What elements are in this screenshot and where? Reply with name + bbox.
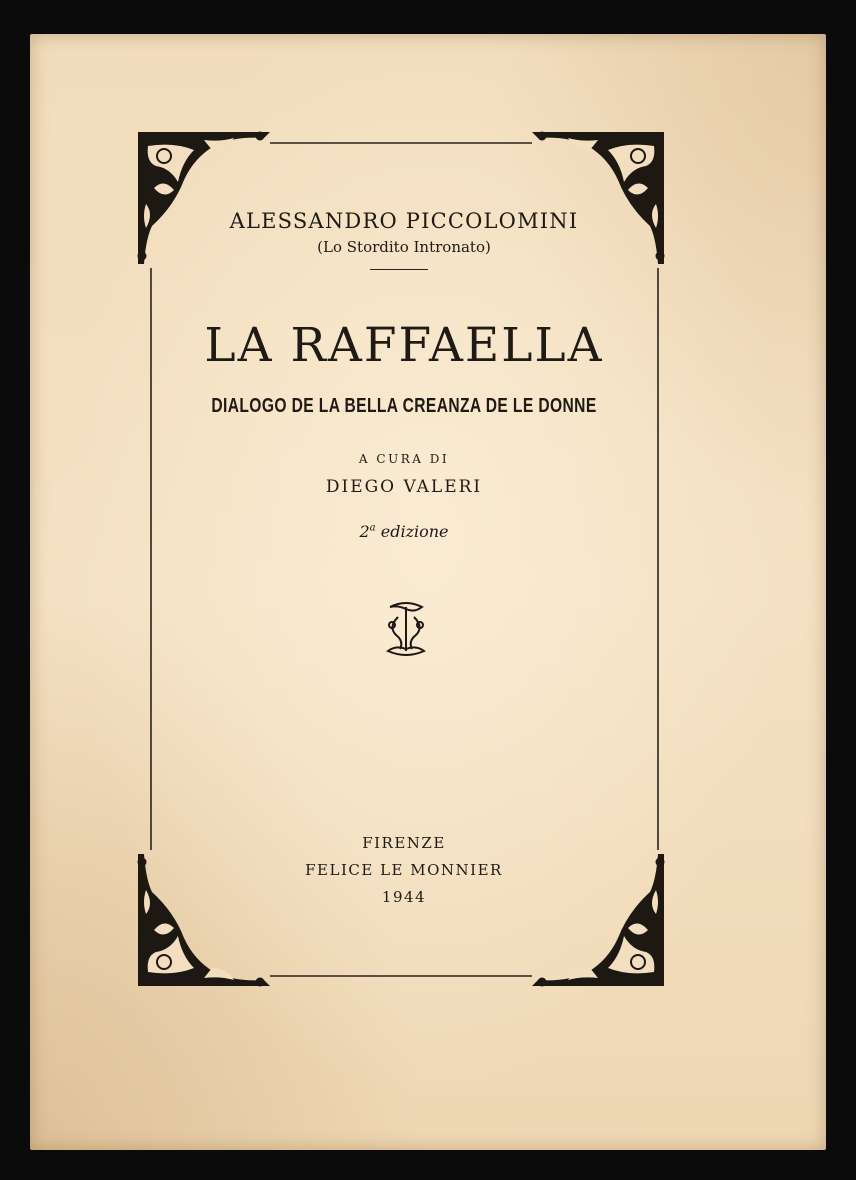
author-divider <box>370 269 428 270</box>
edition-ordinal-suffix: a <box>369 522 376 534</box>
curator-label: A CURA DI <box>358 452 450 466</box>
book-subtitle: DIALOGO DE LA BELLA CREANZA DE LE DONNE <box>211 395 597 417</box>
book-title: LA RAFFAELLA <box>204 318 604 373</box>
author-name: ALESSANDRO PICCOLOMINI <box>229 209 579 233</box>
publication-city: FIRENZE <box>362 834 446 852</box>
publisher-monogram-icon <box>380 597 432 661</box>
edition-label <box>0 522 832 541</box>
author-pseudonym: (Lo Stordito Intronato) <box>317 238 491 256</box>
publisher-name: FELICE LE MONNIER <box>305 861 503 879</box>
edition-number: 2 <box>359 522 370 541</box>
edition-word: edizione <box>380 522 449 541</box>
publication-year: 1944 <box>381 888 427 906</box>
curator-name: DIEGO VALERI <box>325 477 483 497</box>
